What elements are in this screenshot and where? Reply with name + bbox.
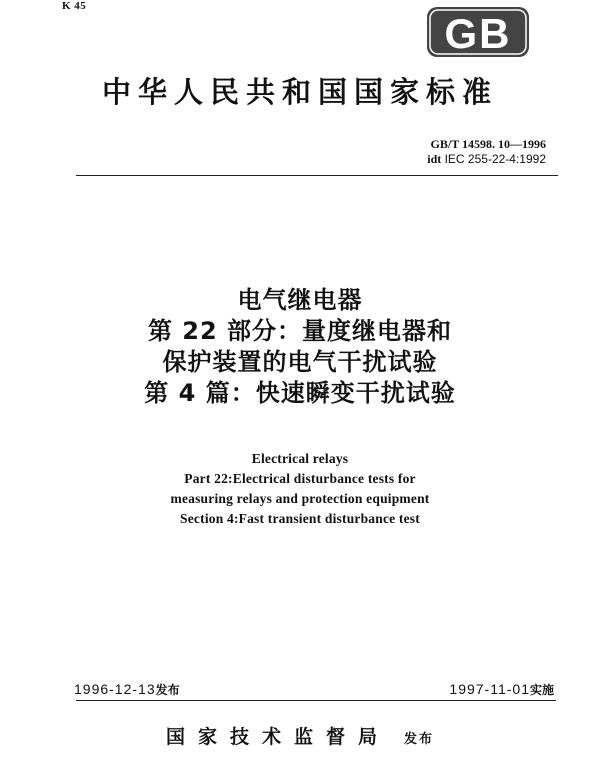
issue-date [74, 681, 180, 698]
top-divider [76, 175, 558, 176]
publisher-line [0, 722, 600, 749]
classification-code: K 45 [62, 0, 87, 12]
iec-equivalent [427, 152, 546, 167]
english-title-line: measuring relays and protection equipment [170, 491, 430, 506]
chinese-title-line: 第 22 部分：量度继电器和 [147, 317, 453, 345]
chinese-title-line: 保护装置的电气干扰试验 [162, 348, 438, 376]
issue-date-value: 1996-12-13 [74, 681, 156, 697]
bottom-divider [76, 700, 556, 701]
chinese-title [0, 285, 600, 409]
issue-date-label: 发布 [155, 683, 180, 697]
iec-number: IEC 255-22-4:1992 [444, 152, 546, 166]
chinese-title-line: 电气继电器 [237, 286, 363, 314]
english-title-line: Section 4:Fast transient disturbance test [180, 511, 420, 526]
publisher-action: 发布 [404, 732, 435, 747]
implementation-date [449, 681, 554, 698]
english-title-line: Part 22:Electrical disturbance tests for [184, 471, 416, 486]
implementation-date-label: 实施 [529, 683, 554, 697]
publisher-organization: 国家技术监督局 [165, 726, 390, 748]
gb-logo [426, 6, 530, 58]
national-standard-title: 中华人民共和国国家标准 [101, 75, 498, 109]
gb-standard-number: GB/T 14598. 10—1996 [430, 137, 546, 151]
implementation-date-value: 1997-11-01 [449, 681, 530, 697]
standard-number-block [427, 137, 546, 167]
idt-prefix: idt [427, 152, 442, 166]
english-title [0, 449, 600, 529]
chinese-title-line: 第 4 篇：快速瞬变干扰试验 [144, 379, 456, 407]
english-title-line: Electrical relays [251, 451, 349, 466]
gb-logo-text: GB [444, 10, 512, 57]
